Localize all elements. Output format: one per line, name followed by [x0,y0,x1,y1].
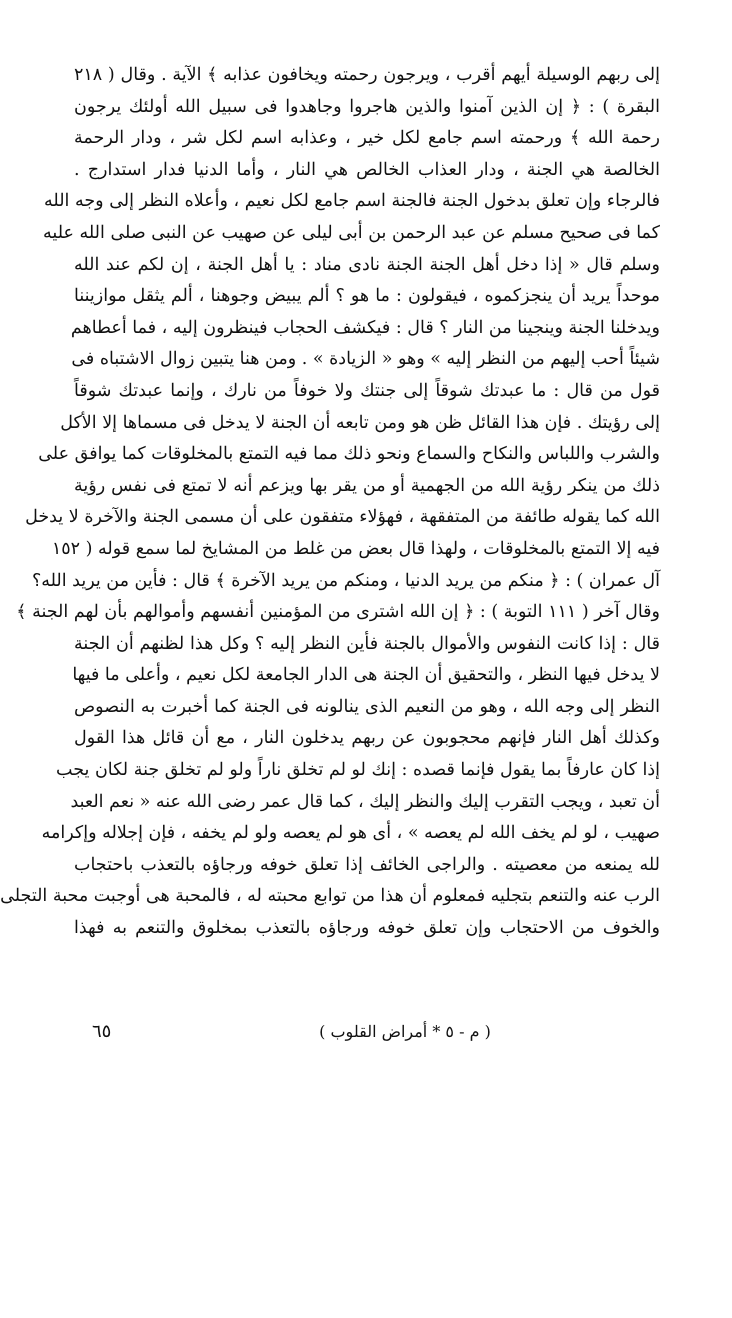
text-line: إذا كان عارفاً بما يقول فإنما قصده : إنك لو لم تخلق ناراً ولو لم تخلق جنة لكان يجب [56,760,660,781]
text-line: قال : إذا كانت النفوس والأموال بالجنة فأين النظر إليه ؟ وكل هذا لظنهم أن الجنة [74,633,660,654]
body-text [0,60,660,945]
page-number: ٦٥ [92,1021,112,1042]
text-line: كما فى صحيح مسلم عن عبد الرحمن بن أبى ليلى عن صهيب عن النبى صلى الله عليه [43,222,660,243]
text-line: لله يمنعه من معصيته . والراجى الخائف إذا تعلق خوفه ورجاؤه بالتعذب باحتجاب [74,854,660,875]
text-line: ذلك من ينكر رؤية الله من الجهمية أو من يقر بها ويزعم أنه لا تمتع فى نفس رؤية [74,475,660,496]
text-line: رحمة الله ﴾ ورحمته اسم جامع لكل خير ، وعذابه اسم لكل شر ، ودار الرحمة [74,128,660,149]
text-line: النظر إلى وجه الله ، وهو من النعيم الذى ينالونه فى الجنة كما أخبرت به النصوص [74,696,660,717]
text-line: فالرجاء وإن تعلق بدخول الجنة فالجنة اسم جامع لكل نعيم ، وأعلاه النظر إلى وجه الله [44,191,660,212]
text-line: والخوف من الاحتجاب وإن تعلق خوفه ورجاؤه بالتعذب بمخلوق والتنعم به فهذا [74,918,660,939]
text-line: قول من قال : ما عبدتك شوقاً إلى جنتك ولا خوفاً من نارك ، وإنما عبدتك شوقاً [74,380,660,401]
text-line: موحداً يريد أن ينجزكموه ، فيقولون : ما هو ؟ ألم يبيض وجوهنا ، ألم يثقل موازيننا [74,286,660,307]
text-line: الخالصة هي الجنة ، ودار العذاب الخالص هي النار ، وأما الدنيا فدار استدارج . [74,159,660,180]
text-line: آل عمران ) : ﴿ منكم من يريد الدنيا ، ومنكم من يريد الآخرة ﴾ قال : فأين من يريد الله؟ [31,570,660,591]
text-line: وسلم قال « إذا دخل أهل الجنة الجنة نادى مناد : يا أهل الجنة ، إن لكم عند الله [74,254,660,275]
text-line: صهيب ، لو لم يخف الله لم يعصه » ، أى هو لم يعصه ولو لم يخفه ، فإن إجلاله وإكرامه [41,823,660,844]
text-line: وكذلك أهل النار فإنهم محجوبون عن ربهم يدخلون النار ، مع أن قائل هذا القول [74,728,660,749]
text-line: أن تعبد ، ويجب التقرب إليك والنظر إليك ، كما قال عمر رضى الله عنه « نعم العبد [70,791,660,812]
text-line: ويدخلنا الجنة وينجينا من النار ؟ قال : فيكشف الحجاب فينظرون إليه ، فما أعطاهم [70,317,660,338]
text-line: والشرب واللباس والنكاح والسماع ونحو ذلك مما فيه التمتع بالمخلوقات كما يوافق على [38,444,660,465]
text-line: لا يدخل فيها النظر ، والتحقيق أن الجنة هى الدار الجامعة لكل نعيم ، وأعلى ما فيها [72,665,660,686]
text-line: وقال آخر ( ١١١ التوبة ) : ﴿ إن الله اشترى من المؤمنين أنفسهم وأموالهم بأن لهم الجنة ﴾ [16,602,660,623]
text-line: الرب عنه والتنعم بتجليه فمعلوم أن هذا من توابع محبته له ، فالمحبة هى أوجبت محبة التجلى [0,886,660,907]
text-line: إلى ربهم الوسيلة أيهم أقرب ، ويرجون رحمته ويخافون عذابه ﴾ الآية . وقال ( ٢١٨ [74,65,660,85]
text-line: فيه إلا التمتع بالمخلوقات ، ولهذا قال بعض من غلط من المشايخ لما سمع قوله ( ١٥٢ [51,538,660,559]
footer-note: ( م - ٥ * أمراض القلوب ) [319,1022,491,1041]
page-footer [60,1017,680,1047]
text-line: الله كما يقوله طائفة من المتفقهة ، فهؤلاء متفقون على أن مسمى الجنة والآخرة لا يدخل [25,507,660,528]
text-line: البقرة ) : ﴿ إن الذين آمنوا والذين هاجروا وجاهدوا فى سبيل الله أولئك يرجون [74,96,660,117]
text-line: إلى رؤيتك . فإن هذا القائل ظن هو ومن تابعه أن الجنة لا يدخل فى مسماها إلا الأكل [60,412,660,433]
text-line: شيئاً أحب إليهم من النظر إليه » وهو « الزيادة » . ومن هنا يتبين زوال الاشتباه فى [71,349,660,370]
